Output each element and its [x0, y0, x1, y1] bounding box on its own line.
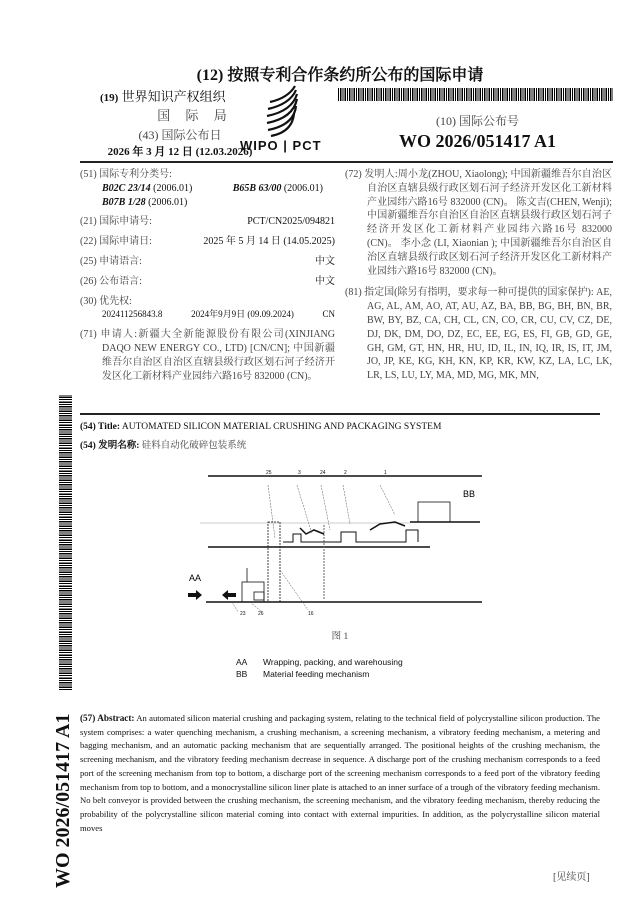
- pub-date-label: (43) 国际公布日: [138, 128, 222, 142]
- wipo-pct-text: WIPO | PCT: [240, 138, 322, 153]
- applicant-text: 新疆大全新能源股份有限公司(XINJIANG DAQO NEW ENERGY CO., LTD) [CN/CN]; 中国新疆维吾尔自治区自治区直辖县级行政区划石河子经济开发区化工新材料产业园纬六路16号 832000 (CN)。: [102, 329, 335, 382]
- publication-date: [100, 126, 260, 159]
- side-publication-number: WO 2026/051417 A1: [52, 713, 74, 888]
- org-code: (19): [100, 92, 119, 104]
- label-aa: AA: [189, 573, 202, 583]
- legend-text: Material feeding mechanism: [263, 669, 370, 679]
- document-type-heading: (12) 按照专利合作条约所公布的国际申请: [196, 67, 484, 84]
- priority-date: 2024年9月9日 (09.09.2024): [191, 309, 294, 320]
- title-section: [80, 418, 441, 456]
- label-1: 1: [384, 470, 387, 476]
- abstract-label: (57) Abstract:: [80, 713, 135, 723]
- title-zh: 硅料自动化破碎包装系统: [141, 441, 247, 451]
- inventors-text: 周小龙(ZHOU, Xiaolong); 中国新疆维吾尔自治区自治区直辖县级行政区划石河子经济开发区化工新材料产业园纬六路16号 832000 (CN)。 陈文吉(CHEN, Wenji); 中国新疆维吾尔自治区自治区直辖县级行政区划石河子经济开发区化工新材料产业园纬六路16号 832000 (CN)。 李小念 (LI, Xiaonian ); 中国新疆维吾尔自治区自治区直辖县级行政区划石河子经济开发区化工新材料产业园纬六路16号 832000 (CN)。: [367, 169, 612, 277]
- priority-no: 202411256843.8: [102, 309, 163, 320]
- pub-lang-label: (26) 公布语言:: [80, 275, 142, 287]
- org-sub: 国 际 局: [157, 108, 233, 123]
- figure-1: [180, 460, 515, 620]
- left-column: [80, 168, 335, 386]
- ipc-code: B02C 23/14: [102, 182, 151, 194]
- pub-date-value: 2026 年 3 月 12 日 (12.03.2026): [107, 146, 253, 158]
- barcode: [338, 88, 613, 101]
- filing-lang-value: 中文: [315, 255, 335, 267]
- legend-text: Wrapping, packing, and warehousing: [263, 657, 403, 667]
- pub-lang-value: 中文: [315, 275, 335, 287]
- applicant-label: (71) 申请人:: [80, 329, 138, 341]
- ipc-version: (2006.01): [148, 196, 188, 208]
- designated-states-text: (除另有指明，要求每一种可提供的国家保护): AE, AG, AL, AM, AO, AT, AU, AZ, BA, BB, BG, BH, BN, BR, BW, BY, BZ, CA, CH, CL, CN, CO, CR, CU, CV, CZ, DE, DJ, DK, DM, DO, DZ, EC, EE, EG, ES, FI, GB, GD, GE, GH, GM, GT, HN, HR, HU, ID, IL, IN, IQ, IR, IS, IT, JM, JO, JP, KE, KG, KH, KN, KP, KR, KW, KZ, LA, LC, LK, LR, LS, LU, LY, MA, MD, MG, MK, MN,: [367, 287, 612, 382]
- label-24: 24: [320, 470, 326, 476]
- title-en-label: (54) Title:: [80, 422, 121, 432]
- abstract: [80, 712, 600, 835]
- app-no-value: PCT/CN2025/094821: [247, 216, 335, 228]
- ipc-version: (2006.01): [153, 182, 193, 194]
- ipc-code: B07B 1/28: [102, 196, 146, 208]
- title-zh-label: (54) 发明名称:: [80, 441, 140, 451]
- label-3: 3: [298, 470, 301, 476]
- label-2: 2: [344, 470, 347, 476]
- app-date-value: 2025 年 5 月 14 日 (14.05.2025): [203, 236, 335, 248]
- divider: [80, 413, 600, 415]
- label-25: 25: [266, 470, 272, 476]
- arrow-left-icon: [188, 590, 202, 600]
- ipc-label: (51) 国际专利分类号:: [80, 169, 172, 180]
- pub-no-label: (10) 国际公布号: [436, 114, 519, 128]
- label-16: 16: [308, 611, 314, 617]
- legend-key: AA: [236, 657, 248, 667]
- organization: [100, 86, 260, 124]
- arrow-left-icon: [222, 590, 236, 600]
- legend-key: BB: [236, 669, 248, 679]
- abstract-text: An automated silicon material crushing and packaging system, relating to the technical field of polycrystalline silicon production. The system comprises: a water quenching mechanism, a crushing mechanism, a screening mechanism, a vibratory feeding mechanism, a metering and bagging mechanism, and an automatic packing mechanism that are sequentially arranged. The positional heights of the crushing mechanism, the screening mechanism, and the vibratory feeding mechanism decrease in sequence. A discharge port of the crushing mechanism corresponds to a feed port of the screening mechanism from top to bottom, a discharge port of the screening mechanism corresponds to a feed port of the vibratory feeding mechanism from top to bottom, and a monocrystalline silicon liner plate is attached to an inner surface of a trough of the vibratory feeding mechanism. No belt conveyor is provided between the crushing mechanism, the screening mechanism, and the vibratory feeding mechanism, thereby reducing the probability of the polycrystalline silicon material coming into contact with external impurities. In addition, as the polycrystalline silicon material moves: [80, 713, 600, 833]
- right-column: [345, 168, 612, 386]
- filing-lang-label: (25) 申请语言:: [80, 255, 142, 267]
- wipo-logo: [240, 84, 350, 154]
- label-26: 26: [258, 611, 264, 617]
- org-name: 世界知识产权组织: [121, 89, 226, 104]
- app-no-label: (21) 国际申请号:: [80, 216, 152, 228]
- system-diagram: [180, 460, 515, 620]
- priority-label: (30) 优先权:: [80, 295, 132, 307]
- side-barcode: [59, 395, 72, 690]
- ipc-version: (2006.01): [283, 182, 323, 194]
- figure-caption: 图 1: [331, 632, 349, 642]
- title-en: AUTOMATED SILICON MATERIAL CRUSHING AND PACKAGING SYSTEM: [121, 422, 442, 432]
- app-date-label: (22) 国际申请日:: [80, 236, 152, 248]
- priority-country: CN: [322, 309, 335, 320]
- pub-no-value: WO 2026/051417 A1: [398, 131, 556, 151]
- continued-marker: [见续页]: [553, 872, 590, 883]
- inventors-label: (72) 发明人:: [345, 169, 398, 180]
- designated-states-label: (81) 指定国: [345, 287, 395, 299]
- figure-legend: [236, 656, 403, 680]
- label-bb: BB: [463, 489, 476, 499]
- divider: [80, 161, 613, 163]
- ipc-code: B65B 63/00: [232, 182, 282, 194]
- publication-number: [340, 112, 615, 152]
- label-23: 23: [240, 611, 246, 617]
